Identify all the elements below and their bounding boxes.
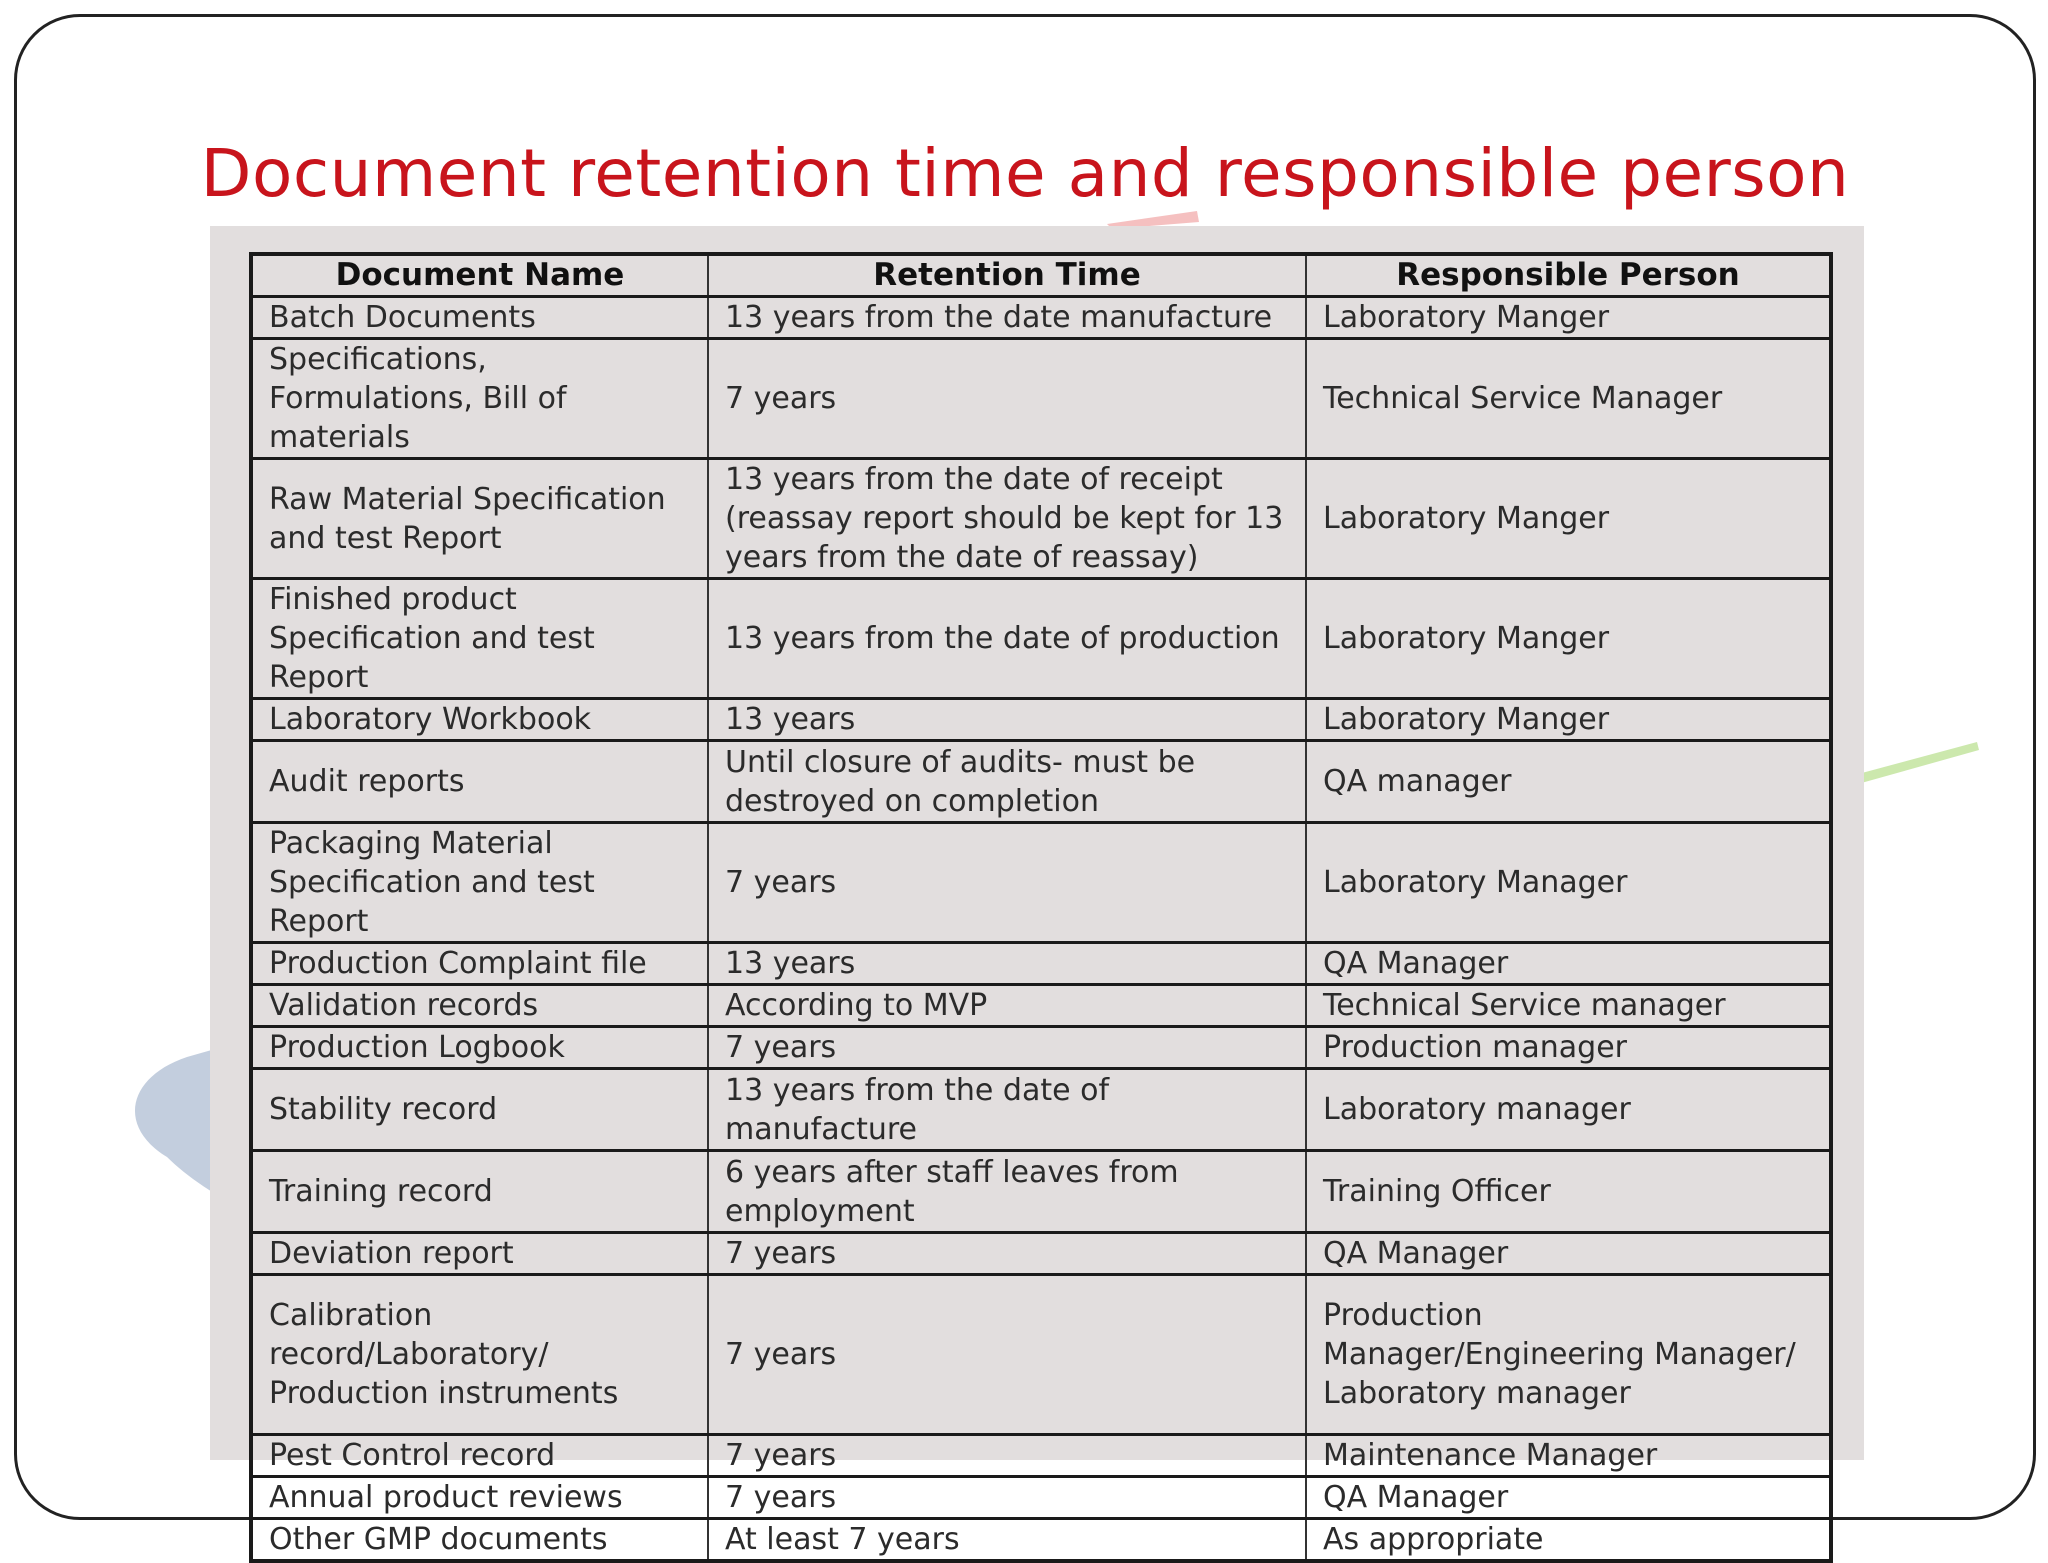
responsible-person-cell: Laboratory Manger — [1306, 579, 1831, 699]
responsible-person-cell: QA Manager — [1306, 1477, 1831, 1519]
responsible-person-cell: Laboratory Manger — [1306, 699, 1831, 741]
table-row — [251, 1477, 1831, 1519]
responsible-person-cell: Training Officer — [1306, 1151, 1831, 1233]
green-swoosh-shape — [1847, 742, 1979, 787]
header-responsible-person: Responsible Person — [1306, 254, 1831, 297]
table-row — [251, 699, 1831, 741]
responsible-person-cell: Laboratory manager — [1306, 1069, 1831, 1151]
retention-time-cell: 7 years — [708, 823, 1306, 943]
table-row — [251, 1027, 1831, 1069]
table-row — [251, 1519, 1831, 1562]
retention-time-cell: 13 years — [708, 699, 1306, 741]
retention-time-cell: 7 years — [708, 1435, 1306, 1477]
document-name-cell: Specifications, Formulations, Bill of materials — [251, 339, 708, 459]
table-row — [251, 1435, 1831, 1477]
retention-time-cell: 13 years from the date of receipt (reassay report should be kept for 13 years from the date of reassay) — [708, 459, 1306, 579]
retention-time-cell: 13 years from the date manufacture — [708, 297, 1306, 339]
retention-time-cell: 13 years — [708, 943, 1306, 985]
responsible-person-cell: Technical Service Manager — [1306, 339, 1831, 459]
document-name-cell: Stability record — [251, 1069, 708, 1151]
table-row — [251, 579, 1831, 699]
document-name-cell: Packaging Material Specification and test Report — [251, 823, 708, 943]
retention-time-cell: 13 years from the date of production — [708, 579, 1306, 699]
document-name-cell: Pest Control record — [251, 1435, 708, 1477]
table-row — [251, 1233, 1831, 1275]
retention-table — [249, 252, 1833, 1563]
document-name-cell: Batch Documents — [251, 297, 708, 339]
table-row — [251, 1275, 1831, 1435]
retention-time-cell: 7 years — [708, 1027, 1306, 1069]
table-header-row — [251, 254, 1831, 297]
responsible-person-cell: As appropriate — [1306, 1519, 1831, 1562]
document-name-cell: Deviation report — [251, 1233, 708, 1275]
retention-time-cell: 7 years — [708, 339, 1306, 459]
document-name-cell: Other GMP documents — [251, 1519, 708, 1562]
document-name-cell: Audit reports — [251, 741, 708, 823]
header-document-name: Document Name — [251, 254, 708, 297]
table-row — [251, 459, 1831, 579]
responsible-person-cell: Laboratory Manger — [1306, 459, 1831, 579]
table-row — [251, 943, 1831, 985]
document-name-cell: Annual product reviews — [251, 1477, 708, 1519]
header-retention-time: Retention Time — [708, 254, 1306, 297]
document-name-cell: Finished product Specification and test Report — [251, 579, 708, 699]
document-name-cell: Validation records — [251, 985, 708, 1027]
document-name-cell: Calibration record/Laboratory/ Production instruments — [251, 1275, 708, 1435]
document-name-cell: Training record — [251, 1151, 708, 1233]
document-name-cell: Production Logbook — [251, 1027, 708, 1069]
responsible-person-cell: Production manager — [1306, 1027, 1831, 1069]
retention-time-cell: 7 years — [708, 1477, 1306, 1519]
responsible-person-cell: Maintenance Manager — [1306, 1435, 1831, 1477]
responsible-person-cell: QA Manager — [1306, 1233, 1831, 1275]
document-name-cell: Production Complaint file — [251, 943, 708, 985]
table-row — [251, 297, 1831, 339]
slide-title: Document retention time and responsible person — [200, 135, 1850, 212]
responsible-person-cell: Production Manager/Engineering Manager/ Laboratory manager — [1306, 1275, 1831, 1435]
table-row — [251, 339, 1831, 459]
retention-time-cell: 7 years — [708, 1233, 1306, 1275]
retention-time-cell: According to MVP — [708, 985, 1306, 1027]
retention-time-cell: Until closure of audits- must be destroyed on completion — [708, 741, 1306, 823]
responsible-person-cell: QA Manager — [1306, 943, 1831, 985]
document-name-cell: Raw Material Specification and test Report — [251, 459, 708, 579]
table-row — [251, 1069, 1831, 1151]
retention-time-cell: 7 years — [708, 1275, 1306, 1435]
responsible-person-cell: QA manager — [1306, 741, 1831, 823]
table-row — [251, 985, 1831, 1027]
table-row — [251, 1151, 1831, 1233]
table-row — [251, 823, 1831, 943]
table-row — [251, 741, 1831, 823]
table-panel — [210, 226, 1864, 1557]
responsible-person-cell: Laboratory Manger — [1306, 297, 1831, 339]
responsible-person-cell: Technical Service manager — [1306, 985, 1831, 1027]
retention-time-cell: At least 7 years — [708, 1519, 1306, 1562]
slide-frame — [14, 14, 2036, 1557]
responsible-person-cell: Laboratory Manager — [1306, 823, 1831, 943]
retention-time-cell: 13 years from the date of manufacture — [708, 1069, 1306, 1151]
retention-time-cell: 6 years after staff leaves from employment — [708, 1151, 1306, 1233]
document-name-cell: Laboratory Workbook — [251, 699, 708, 741]
